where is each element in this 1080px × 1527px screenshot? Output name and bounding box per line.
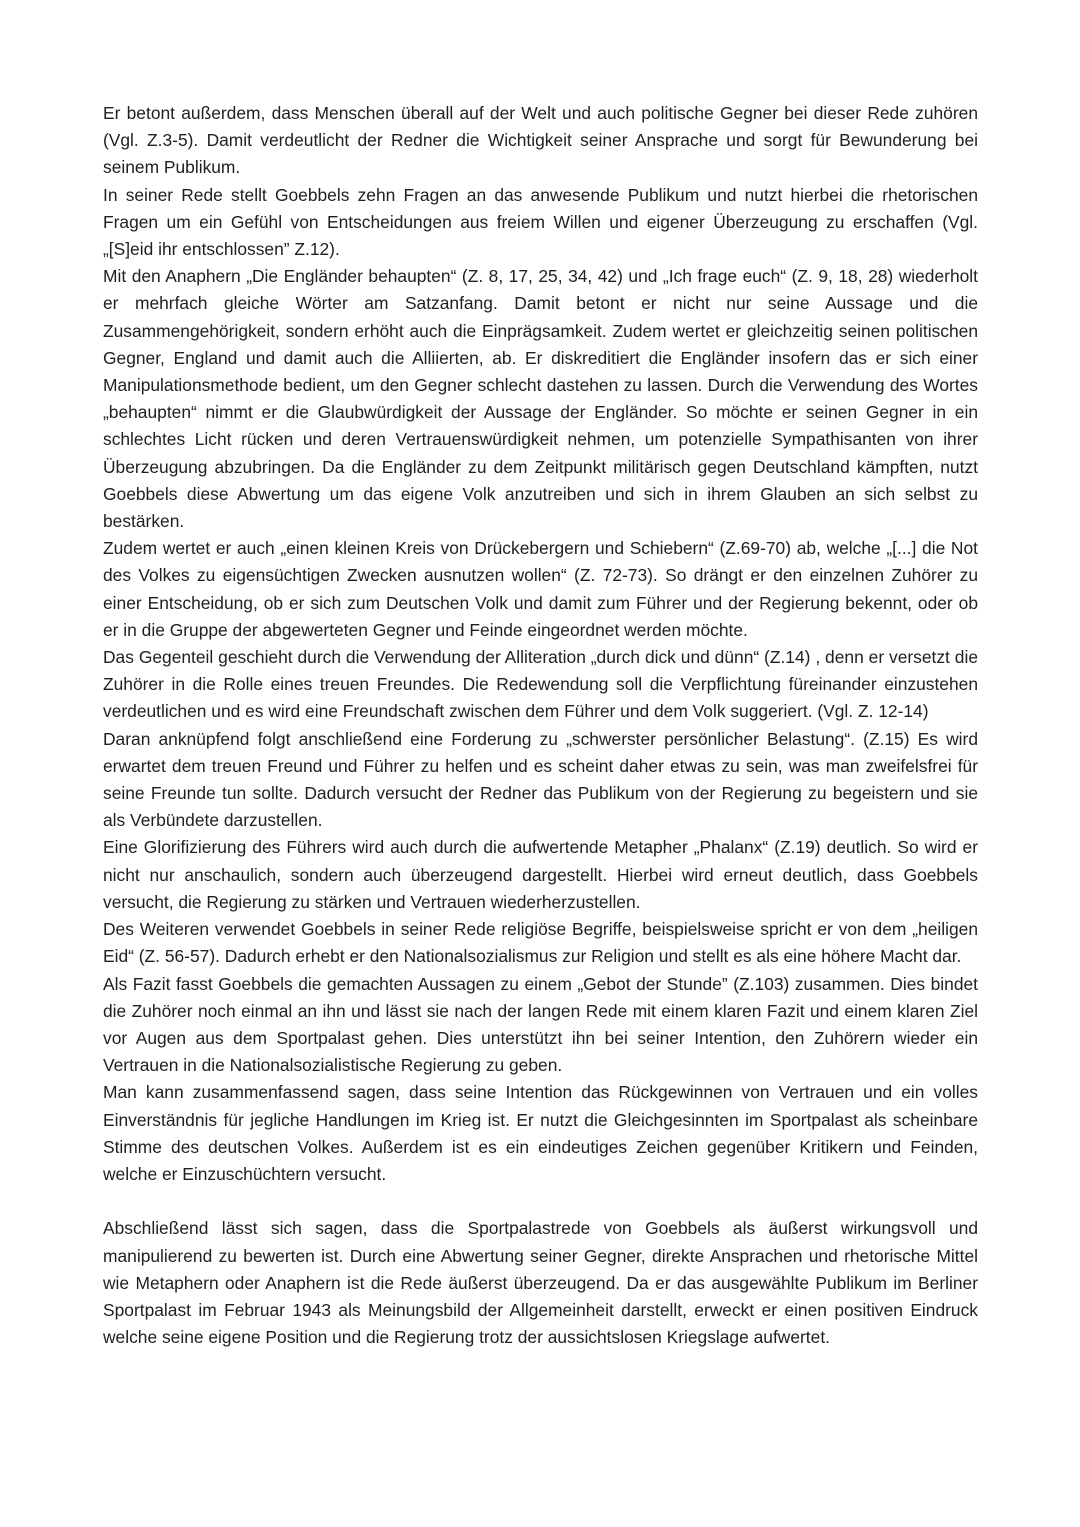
- paragraph-demand: Daran anknüpfend folgt anschließend eine Forderung zu „schwerster persönlicher Belastung“. (Z.15) Es wird erwartet dem treuen Freund und Führer zu helfen und es scheint daher etwas zu sein, was man zweifelsfrei für seine Freunde tun sollte. Dadurch versucht der Redner das Publikum von der Regierung zu begeistern und sie als Verbündete darzustellen.: [103, 728, 978, 831]
- paragraph-anaphors: Mit den Anaphern „Die Engländer behaupten“ (Z. 8, 17, 25, 34, 42) und „Ich frage euch“ (Z. 9, 18, 28) wiederholt er mehrfach gleiche Wörter am Satzanfang. Damit betont er nicht nur seine Aussage und die Zusammengehörigkeit, sondern erhöht auch die Einprägsamkeit. Zudem wertet er gleichzeitig seinen politischen Gegner, England und damit auch die Alliierten, ab. Er diskreditiert die Engländer insofern das er sich einer Manipulationsmethode bedient, um den Gegner schlecht dastehen zu lassen. Durch die Verwendung des Wortes „behaupten“ nimmt er die Glaubwürdigkeit der Aussage der Engländer. So möchte er seinen Gegner in ein schlechtes Licht rücken und deren Vertrauenswürdigkeit nehmen, um potenzielle Sympathisanten von ihrer Überzeugung abzubringen. Da die Engländer zu dem Zeitpunkt militärisch gegen Deutschland kämpften, nutzt Goebbels diese Abwertung um das eigene Volk anzutreiben und sich in ihrem Glauben an sich selbst zu bestärken.: [103, 266, 978, 532]
- paragraph-summary-statement: Als Fazit fasst Goebbels die gemachten Aussagen zu einem „Gebot der Stunde” (Z.103) zusammen. Dies bindet die Zuhörer noch einmal an ihn und lässt sie nach der langen Rede mit einem klaren Fazit und einem klaren Ziel vor Augen aus dem Sportpalast gehen. Dies unterstützt ihn bei seiner Intention, den Zuhörern wieder ein Vertrauen in die Nationalsozialistische Regierung zu geben.: [103, 973, 978, 1076]
- paragraph-spacer: [103, 1188, 978, 1215]
- paragraph-intention: Man kann zusammenfassend sagen, dass seine Intention das Rückgewinnen von Vertrauen und ein volles Einverständnis für jegliche Handlungen im Krieg ist. Er nutzt die Gleichgesinnten im Sportpalast als scheinbare Stimme des deutschen Volkes. Außerdem ist es ein eindeutiges Zeichen gegenüber Kritikern und Feinden, welche er Einzuschüchtern versucht.: [103, 1082, 978, 1184]
- paragraph-devaluation: Zudem wertet er auch „einen kleinen Kreis von Drückebergern und Schiebern“ (Z.69-70) ab, welche „[...] die Not des Volkes zu eigensüchtigen Zwecken ausnutzen wollen“ (Z. 72-73). So drängt er den einzelnen Zuhörer zu einer Entscheidung, ob er sich zum Deutschen Volk und damit zum Führer und der Regierung bekennt, oder ob er in die Gruppe der abgewerteten Gegner und Feinde eingeordnet werden möchte.: [103, 538, 978, 640]
- paragraph-rhetorical-questions: In seiner Rede stellt Goebbels zehn Fragen an das anwesende Publikum und nutzt hierbei die rhetorischen Fragen um ein Gefühl von Entscheidungen aus freiem Willen und eigener Überzeugung zu erschaffen (Vgl. „[S]eid ihr entschlossen” Z.12).: [103, 184, 978, 260]
- paragraph-metaphor: Eine Glorifizierung des Führers wird auch durch die aufwertende Metapher „Phalanx“ (Z.19) deutlich. So wird er nicht nur anschaulich, sondern auch überzeugend dargestellt. Hierbei wird erneut deutlich, dass Goebbels versucht, die Regierung zu stärken und Vertrauen wiederherzustellen.: [103, 837, 978, 912]
- document-page: [103, 100, 978, 1351]
- paragraph-alliteration: Das Gegenteil geschieht durch die Verwendung der Alliteration „durch dick und dünn“ (Z.14) , denn er versetzt die Zuhörer in die Rolle eines treuen Freundes. Die Redewendung soll die Verpflichtung füreinander einzustehen verdeutlichen und es wird eine Freundschaft zwischen dem Führer und dem Volk suggeriert. (Vgl. Z. 12-14): [103, 647, 978, 722]
- paragraph-religious-terms: Des Weiteren verwendet Goebbels in seiner Rede religiöse Begriffe, beispielsweise spricht er von dem „heiligen Eid“ (Z. 56-57). Dadurch erhebt er den Nationalsozialismus zur Religion und stellt es als eine höhere Macht dar.: [103, 919, 978, 967]
- paragraph-conclusion: Abschließend lässt sich sagen, dass die Sportpalastrede von Goebbels als äußerst wirkungsvoll und manipulierend zu bewerten ist. Durch eine Abwertung seiner Gegner, direkte Ansprachen und rhetorische Mittel wie Metaphern oder Anaphern ist die Rede äußerst überzeugend. Da er das ausgewählte Publikum im Berliner Sportpalast im Februar 1943 als Meinungsbild der Allgemeinheit darstellt, erweckt er einen positiven Eindruck welche seine eigene Position und die Regierung trotz der aussichtslosen Kriegslage aufwertet.: [103, 1218, 978, 1348]
- paragraph-speech-audience: Er betont außerdem, dass Menschen überall auf der Welt und auch politische Gegner bei dieser Rede zuhören (Vgl. Z.3-5). Damit verdeutlicht der Redner die Wichtigkeit seiner Ansprache und sorgt für Bewunderung bei seinem Publikum.: [103, 103, 978, 178]
